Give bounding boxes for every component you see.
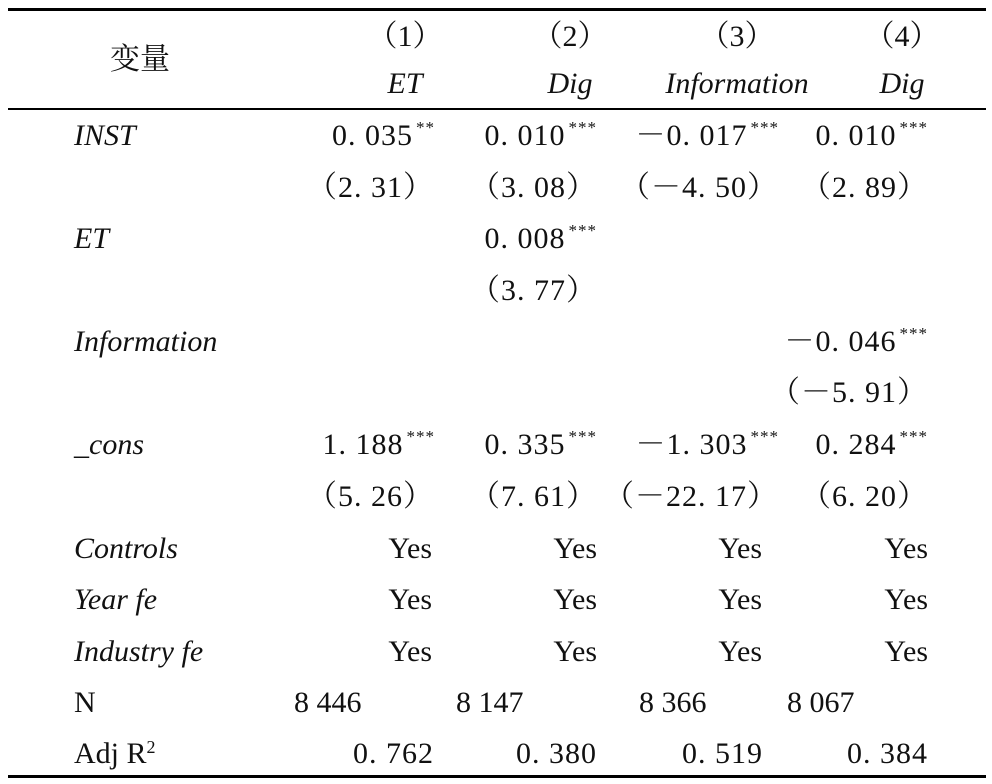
coef-cell: 0. 010 *** xyxy=(815,118,928,152)
tstat-cell: （3. 08） xyxy=(470,171,597,204)
col-name-2: Dig xyxy=(547,67,593,100)
row-label-et: ET xyxy=(74,222,110,255)
indicator-cell: Yes xyxy=(553,635,597,668)
n-cell: 8 446 xyxy=(294,686,362,719)
row-label-industry-fe: Industry fe xyxy=(74,635,204,668)
indicator-cell: Yes xyxy=(718,532,762,565)
coef-cell: －0. 017 *** xyxy=(635,118,779,152)
significance-stars: *** xyxy=(899,118,928,137)
significance-stars: *** xyxy=(899,427,928,446)
indicator-cell: Yes xyxy=(884,635,928,668)
tstat-cell: （7. 61） xyxy=(470,480,597,513)
r2-cell: 0. 384 xyxy=(847,737,928,770)
significance-stars: *** xyxy=(568,427,597,446)
tstat-cell: （－5. 91） xyxy=(770,376,928,409)
indicator-cell: Yes xyxy=(388,635,432,668)
indicator-cell: Yes xyxy=(884,532,928,565)
coef-cell: 0. 010 *** xyxy=(484,118,597,152)
indicator-cell: Yes xyxy=(884,583,928,616)
coef-cell: 0. 035 ** xyxy=(332,118,435,152)
significance-stars: ** xyxy=(416,118,435,137)
bottom-rule xyxy=(8,775,986,778)
col-number-4: （4） xyxy=(864,20,940,53)
significance-stars: *** xyxy=(750,427,779,446)
n-cell: 8 147 xyxy=(456,686,524,719)
coef-cell: －0. 046 *** xyxy=(784,324,928,358)
tstat-cell: （－4. 50） xyxy=(620,171,778,204)
significance-stars: *** xyxy=(750,118,779,137)
indicator-cell: Yes xyxy=(553,532,597,565)
row-label-inst: INST xyxy=(74,119,136,152)
indicator-cell: Yes xyxy=(388,532,432,565)
n-cell: 8 366 xyxy=(639,686,707,719)
coef-cell: －1. 303 *** xyxy=(635,427,779,461)
r2-cell: 0. 519 xyxy=(682,737,763,770)
row-label-controls: Controls xyxy=(74,532,178,565)
header-rule xyxy=(8,108,986,110)
tstat-cell: （－22. 17） xyxy=(604,480,778,513)
row-label-year-fe: Year fe xyxy=(74,583,158,616)
significance-stars: *** xyxy=(568,221,597,240)
coef-cell: 0. 335 *** xyxy=(484,427,597,461)
col-number-3: （3） xyxy=(699,20,775,53)
row-label-adj-r2: Adj $R^2$ xyxy=(74,737,156,770)
col-number-2: （2） xyxy=(532,20,608,53)
significance-stars: *** xyxy=(899,324,928,343)
col-name-4: Dig xyxy=(879,67,925,100)
coef-cell: 1. 188 *** xyxy=(322,427,435,461)
col-number-1: （1） xyxy=(367,20,443,53)
indicator-cell: Yes xyxy=(388,583,432,616)
tstat-cell: （5. 26） xyxy=(307,480,434,513)
r2-cell: 0. 762 xyxy=(353,737,434,770)
r2-cell: 0. 380 xyxy=(516,737,597,770)
indicator-cell: Yes xyxy=(553,583,597,616)
variable-header: 变量 xyxy=(110,43,170,76)
tstat-cell: （6. 20） xyxy=(801,480,928,513)
tstat-cell: （2. 31） xyxy=(307,171,434,204)
coef-cell: 0. 008 *** xyxy=(484,221,597,255)
significance-stars: *** xyxy=(568,118,597,137)
col-name-3: Information xyxy=(665,67,809,100)
indicator-cell: Yes xyxy=(718,583,762,616)
significance-stars: *** xyxy=(406,427,435,446)
col-name-1: ET xyxy=(387,67,423,100)
row-label-cons: _cons xyxy=(74,428,144,461)
tstat-cell: （3. 77） xyxy=(470,274,597,307)
row-label-n: N xyxy=(74,686,96,719)
tstat-cell: （2. 89） xyxy=(801,171,928,204)
indicator-cell: Yes xyxy=(718,635,762,668)
row-label-information: Information xyxy=(74,325,218,358)
top-rule xyxy=(8,8,986,11)
coef-cell: 0. 284 *** xyxy=(815,427,928,461)
n-cell: 8 067 xyxy=(787,686,855,719)
